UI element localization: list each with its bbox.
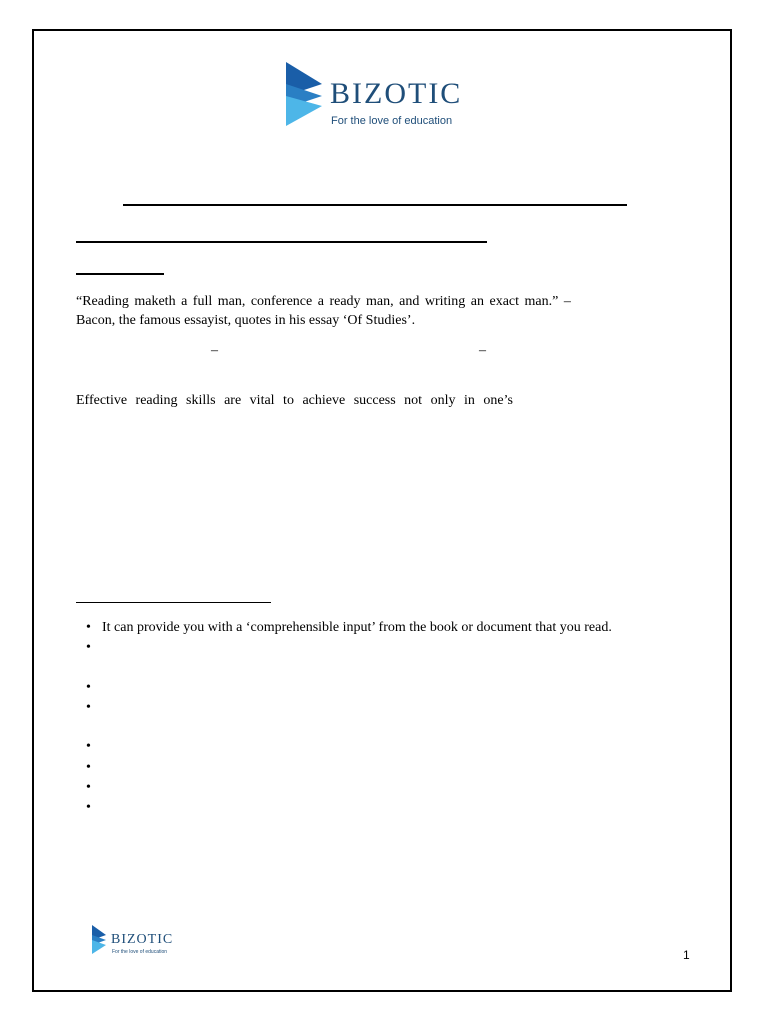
page-number: 1 (683, 948, 690, 962)
bullet-icon: • (86, 760, 91, 775)
list-item (86, 638, 102, 657)
list-item (86, 798, 102, 817)
bullet-icon: • (86, 640, 91, 655)
list-item (86, 778, 102, 797)
title-rule (123, 204, 627, 206)
footer-logo-tagline: For the love of education (112, 949, 168, 955)
quote-line-2: Bacon, the famous essayist, quotes in his essay ‘Of Studies’. (76, 313, 416, 328)
list-item (86, 618, 612, 637)
list-heading-rule (76, 602, 271, 603)
bullet-icon: • (86, 620, 91, 635)
subtitle-rule (76, 241, 487, 243)
bullet-icon: • (86, 739, 91, 754)
bizotic-logo-icon (91, 925, 107, 955)
footer-logo (91, 925, 191, 959)
page-border (32, 29, 732, 992)
logo-wordmark: BIZOTIC (330, 77, 463, 110)
bullet-icon: • (86, 680, 91, 695)
footer-logo-wordmark: BIZOTIC (111, 932, 174, 947)
logo-tagline: For the love of education (331, 115, 453, 127)
list-item (86, 698, 102, 717)
paragraph-text: Effective reading skills are vital to achieve success not only in one’s (76, 393, 513, 408)
list-item (86, 758, 102, 777)
list-item-text: It can provide you with a ‘comprehensible input’ from the book or document that you read. (102, 620, 612, 635)
bullet-icon: • (86, 700, 91, 715)
header-logo (284, 62, 474, 132)
bullet-icon: • (86, 780, 91, 795)
list-item (86, 737, 102, 756)
bizotic-logo-icon (284, 62, 324, 128)
section-heading-rule (76, 273, 164, 275)
list-item (86, 678, 102, 697)
dash-left: – (211, 343, 218, 358)
quote-line-1: “Reading maketh a full man, conference a ready man, and writing an exact man.” – (76, 294, 571, 309)
bullet-icon: • (86, 800, 91, 815)
dash-right: – (479, 343, 486, 358)
